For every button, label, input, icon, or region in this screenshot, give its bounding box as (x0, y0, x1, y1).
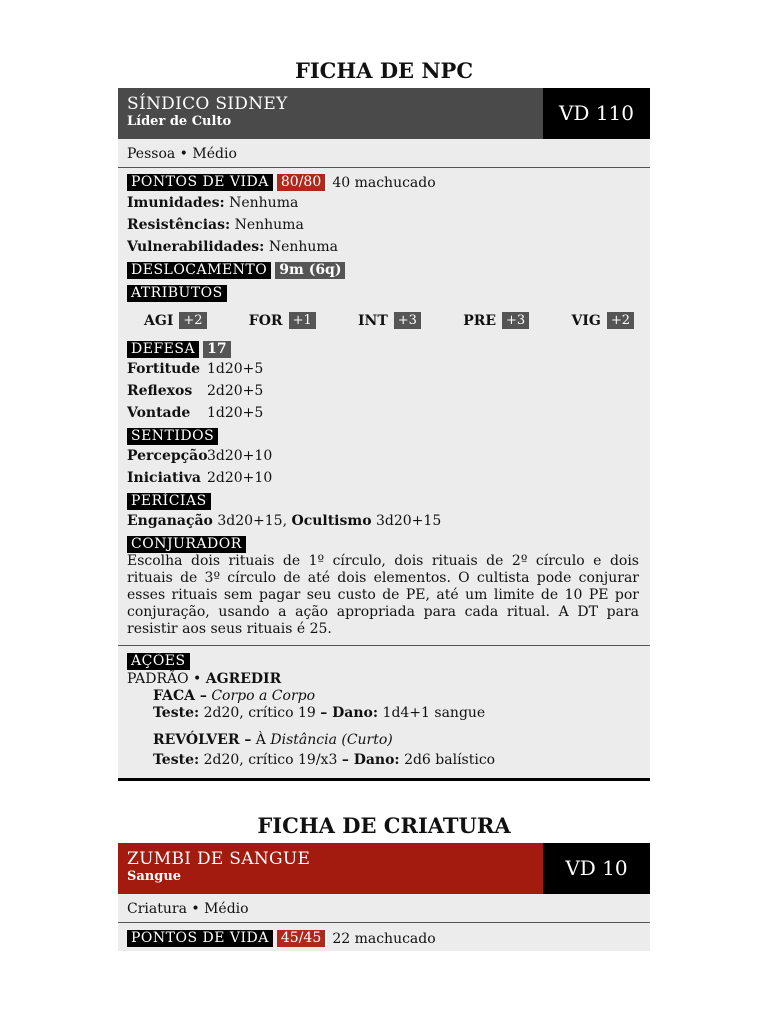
npc-vd-badge: VD 110 (543, 88, 650, 139)
resistances-value: Nenhuma (234, 217, 304, 233)
creature-hp-value: 45/45 (277, 930, 327, 947)
creature-hp-extra: 22 machucado (332, 931, 436, 947)
actions-label: AÇÕES (127, 653, 190, 670)
action-type: PADRÃO • (127, 671, 202, 687)
vulnerabilities-label: Vulnerabilidades: (127, 239, 265, 255)
attributes-row (118, 312, 650, 329)
attribute-agi: AGI +2 (144, 312, 207, 329)
creature-name: ZUMBI DE SANGUE (127, 849, 311, 869)
fortitude-label: Fortitude (127, 361, 201, 377)
vontade-value: 1d20+5 (207, 405, 264, 421)
npc-type: Pessoa • Médio (127, 146, 237, 162)
creature-type: Criatura • Médio (127, 901, 249, 917)
npc-name: SÍNDICO SIDNEY (127, 94, 288, 114)
creature-sheet (118, 843, 650, 951)
npc-header (118, 88, 650, 139)
npc-type-row (118, 139, 650, 167)
senses-label: SENTIDOS (127, 428, 218, 445)
weapon1-name: FACA – (153, 688, 207, 704)
skills-label: PERÍCIAS (127, 493, 211, 510)
action-name: AGREDIR (205, 671, 282, 687)
npc-actions (118, 645, 650, 770)
attribute-int: INT +3 (358, 312, 421, 329)
vontade-label: Vontade (127, 405, 191, 421)
iniciativa-label: Iniciativa (127, 470, 201, 486)
creature-hp-label: PONTOS DE VIDA (127, 930, 273, 947)
weapon1-dmg-label: – Dano: (320, 705, 379, 721)
skill-enganacao-value: 3d20+15, (217, 513, 288, 529)
immunities-value: Nenhuma (229, 195, 299, 211)
npc-subtitle: Líder de Culto (127, 114, 232, 129)
creature-type-row (118, 894, 650, 922)
creature-header (118, 843, 650, 894)
weapon2-test: 2d20, crítico 19/x3 (203, 752, 338, 768)
creature-vd-badge: VD 10 (543, 843, 650, 894)
resistances-label: Resistências: (127, 217, 231, 233)
defense-value: 17 (203, 341, 230, 358)
fortitude-value: 1d20+5 (207, 361, 264, 377)
weapon2-name: REVÓLVER – (153, 732, 252, 748)
iniciativa-value: 2d20+10 (207, 470, 273, 486)
creature-sheet-title: FICHA DE CRIATURA (257, 813, 511, 838)
creature-subtitle: Sangue (127, 869, 182, 884)
npc-stats (118, 167, 650, 638)
weapon2-range-a: À (255, 732, 266, 748)
reflexos-label: Reflexos (127, 383, 193, 399)
weapon2-range-b: Distância (Curto) (270, 732, 393, 748)
percepcao-label: Percepção (127, 448, 208, 464)
weapon1-dmg: 1d4+1 sangue (382, 705, 486, 721)
caster-text: Escolha dois rituais de 1º círculo, dois rituais de 2º círculo e dois rituais de 3º círculo de até dois elementos. O cultista pode conjurar esses rituais sem pagar seu custo de PE, até um limite de 10 PE por conjuração, usando a ação apropriada para cada ritual. A DT para resistir aos seus rituais é 25. (127, 553, 639, 637)
weapon2-test-label: Teste: (153, 752, 200, 768)
movement-value: 9m (6q) (275, 262, 345, 279)
skill-ocultismo-label: Ocultismo (291, 513, 372, 529)
defense-label: DEFESA (127, 341, 199, 358)
attributes-label: ATRIBUTOS (127, 285, 227, 302)
npc-sheet (118, 88, 650, 781)
weapon2-dmg: 2d6 balístico (404, 752, 496, 768)
skill-enganacao-label: Enganação (127, 513, 213, 529)
attribute-vig: VIG +2 (571, 312, 634, 329)
weapon1-test: 2d20, crítico 19 (203, 705, 316, 721)
attribute-pre: PRE +3 (463, 312, 529, 329)
immunities-label: Imunidades: (127, 195, 225, 211)
reflexos-value: 2d20+5 (207, 383, 264, 399)
attribute-for: FOR +1 (249, 312, 316, 329)
skill-ocultismo-value: 3d20+15 (376, 513, 442, 529)
npc-sheet-title: FICHA DE NPC (294, 58, 474, 83)
creature-stats (118, 922, 650, 947)
hp-value: 80/80 (277, 174, 327, 191)
percepcao-value: 3d20+10 (207, 448, 273, 464)
hp-extra: 40 machucado (332, 175, 436, 191)
hp-label: PONTOS DE VIDA (127, 174, 273, 191)
weapon1-range: Corpo a Corpo (211, 688, 316, 704)
caster-label: CONJURADOR (127, 536, 246, 553)
weapon1-test-label: Teste: (153, 705, 200, 721)
vulnerabilities-value: Nenhuma (268, 239, 339, 255)
movement-label: DESLOCAMENTO (127, 262, 271, 279)
weapon2-dmg-label: – Dano: (341, 752, 400, 768)
